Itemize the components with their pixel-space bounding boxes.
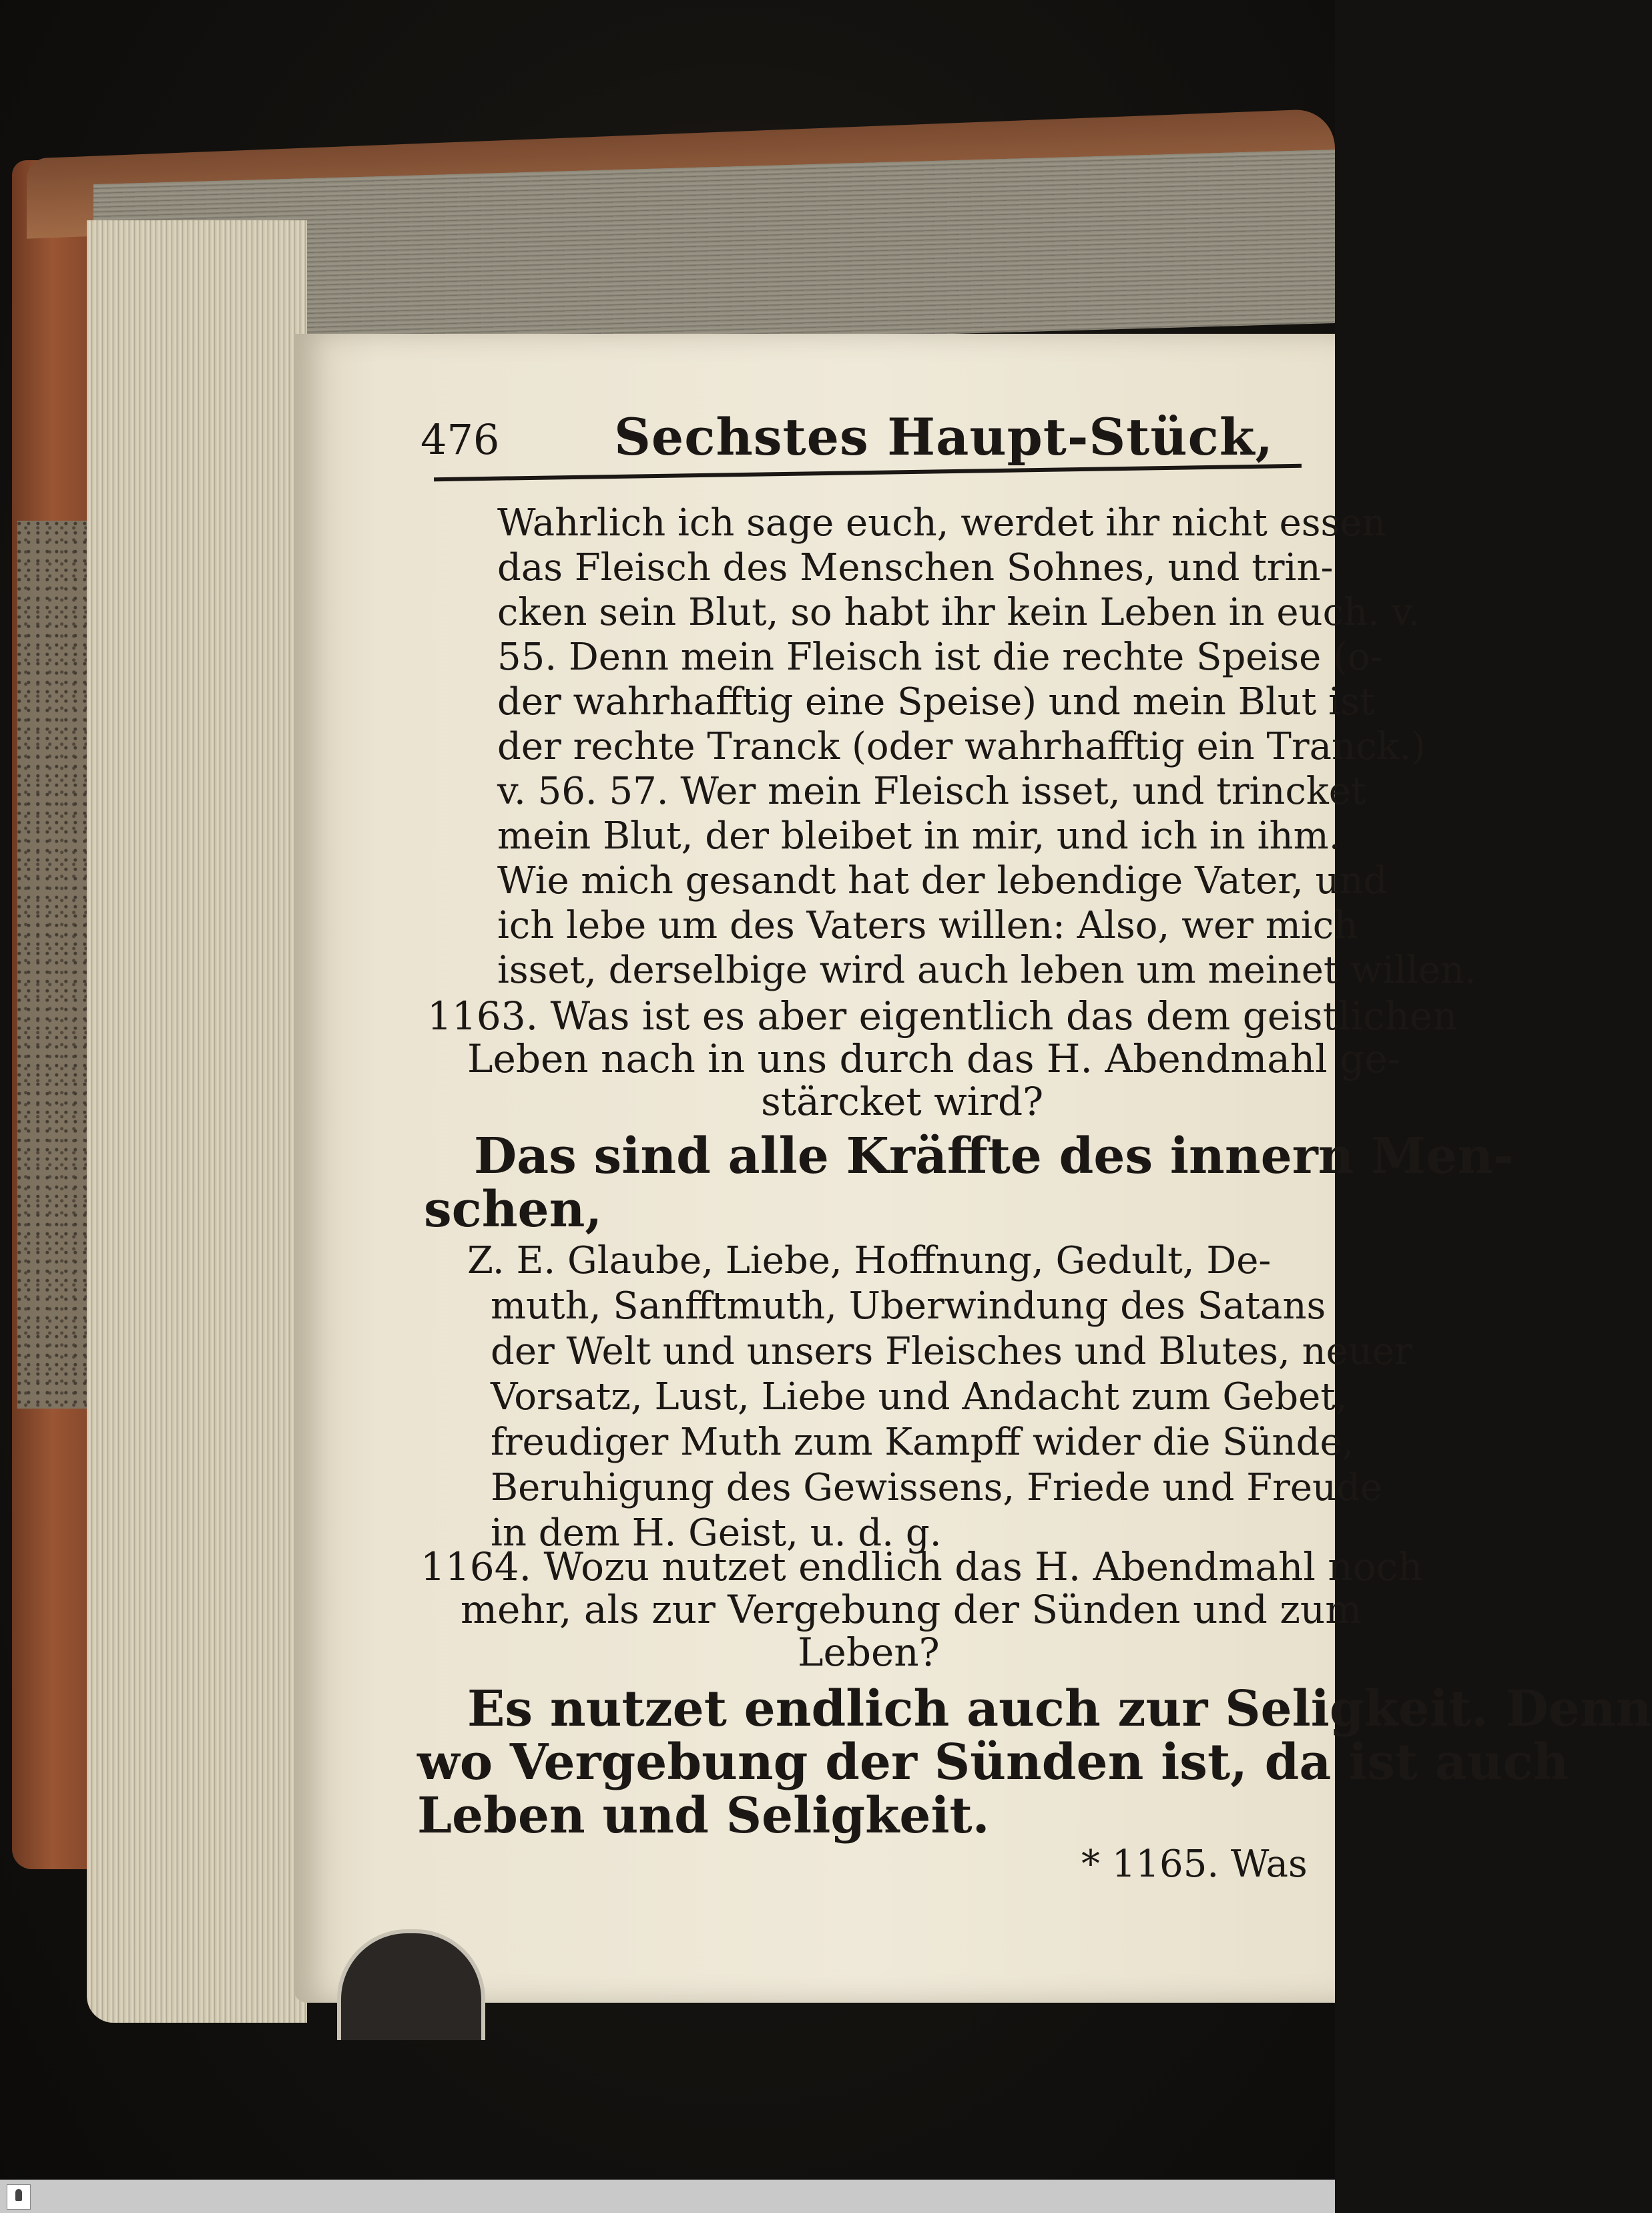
list-line: freudiger Muth zum Kampff wider die Sünde, [491, 1421, 1354, 1464]
scripture-line: 55. Denn mein Fleisch ist die rechte Speise (o- [497, 636, 1383, 679]
list-line: Beruhigung des Gewissens, Friede und Freude [491, 1466, 1383, 1509]
list-line: muth, Sanfftmuth, Uberwindung des Satans [491, 1284, 1326, 1328]
question-1163-line: 1163. Was ist es aber eigentlich das dem geistlichen [427, 993, 1458, 1039]
list-line: Z. E. Glaube, Liebe, Hoffnung, Gedult, De- [467, 1239, 1272, 1282]
question-1164-line: 1164. Wozu nutzet endlich das H. Abendmahl noch [421, 1544, 1423, 1589]
scripture-line: der wahrhafftig eine Speise) und mein Blut ist [497, 680, 1375, 724]
question-1163-line: Leben nach in uns durch das H. Abendmahl ge- [467, 1036, 1401, 1081]
page-number: 476 [421, 415, 500, 464]
scripture-line: Wie mich gesandt hat der lebendige Vater, und [497, 859, 1388, 903]
answer-1164-line: Es nutzet endlich auch zur Seligkeit. Denn [467, 1680, 1652, 1738]
list-line: der Welt und unsers Fleisches und Blutes, neuer [491, 1330, 1412, 1373]
catchword: * 1165. Was [1081, 1842, 1308, 1886]
answer-1163-line: schen, [424, 1181, 603, 1238]
library-logo-icon [7, 2184, 31, 2210]
page-block-fore-edge [87, 220, 307, 2023]
scripture-line: v. 56. 57. Wer mein Fleisch isset, und trincket [497, 770, 1366, 813]
scripture-line: isset, derselbige wird auch leben um meinet willen. [497, 949, 1476, 992]
question-1164-line: Leben? [798, 1630, 940, 1675]
list-line: Vorsatz, Lust, Liebe und Andacht zum Gebet, [491, 1375, 1348, 1419]
viewer-bottom-bar [0, 2180, 1335, 2213]
scripture-line: Wahrlich ich sage euch, werdet ihr nicht essen [497, 501, 1386, 545]
scripture-line: der rechte Tranck (oder wahrhafftig ein Tranck.) [497, 725, 1426, 768]
question-1163-line: stärcket wird? [761, 1079, 1044, 1124]
list-line: in dem H. Geist, u. d. g. [491, 1511, 942, 1555]
running-head-title: Sechstes Haupt-Stück, [614, 407, 1274, 467]
answer-1164-line: wo Vergebung der Sünden ist, da ist auch [417, 1734, 1569, 1791]
question-1164-line: mehr, als zur Vergebung der Sünden und zum [461, 1587, 1362, 1632]
scripture-line: das Fleisch des Menschen Sohnes, und trin- [497, 546, 1334, 589]
scripture-line: ich lebe um des Vaters willen: Also, wer mich [497, 904, 1358, 947]
answer-1164-line: Leben und Seligkeit. [417, 1787, 990, 1845]
scripture-line: cken sein Blut, so habt ihr kein Leben in euch. v. [497, 591, 1420, 634]
marbled-board [17, 521, 91, 1409]
answer-1163-line: Das sind alle Kräffte des innern Men- [474, 1128, 1514, 1185]
scripture-line: mein Blut, der bleibet in mir, und ich in ihm. [497, 814, 1341, 858]
